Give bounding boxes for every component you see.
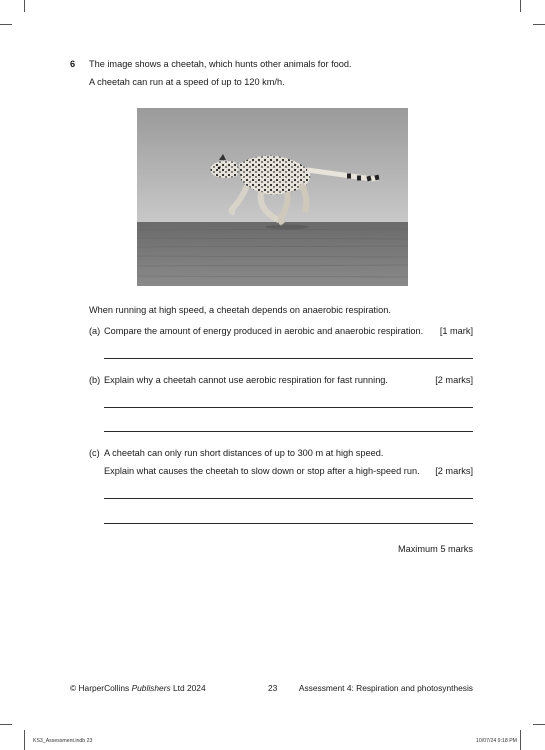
footer-copyright: [70, 682, 206, 694]
slug-file: KS3_Assessment.indb 23: [33, 738, 93, 744]
page-number: 23: [268, 683, 278, 693]
question-intro-line1: The image shows a cheetah, which hunts other animals for food.: [89, 59, 352, 69]
part-b-text: Explain why a cheetah cannot use aerobic respiration for fast running.: [104, 375, 388, 385]
crop-mark-top-right-h: [533, 24, 545, 25]
crop-mark-bottom-right-h: [533, 724, 545, 725]
crop-mark-bottom-right: [520, 730, 521, 750]
answer-line-a1[interactable]: [104, 358, 473, 359]
crop-mark-bottom-left-h: [0, 724, 12, 725]
part-a-label: (a): [89, 326, 101, 336]
crop-mark-top-left: [24, 0, 25, 12]
question-intro-line2: A cheetah can run at a speed of up to 120 km/h.: [89, 77, 285, 87]
part-a-marks: [1 mark]: [439, 326, 473, 336]
maximum-marks: Maximum 5 marks: [397, 544, 473, 554]
crop-mark-bottom-left: [24, 730, 25, 750]
part-c-text1: A cheetah can only run short distances of up to 300 m at high speed.: [104, 448, 384, 458]
answer-line-b1[interactable]: [104, 407, 473, 408]
question-context: When running at high speed, a cheetah depends on anaerobic respiration.: [89, 305, 391, 315]
cheetah-photo: [137, 108, 408, 286]
copyright-suffix: Ltd 2024: [170, 683, 206, 693]
crop-mark-top-left-h: [0, 24, 12, 25]
question-number: 6: [70, 59, 76, 69]
part-c-text2: Explain what causes the cheetah to slow down or stop after a high-speed run.: [104, 466, 420, 476]
crop-mark-top-right: [520, 0, 521, 12]
copyright-italic: Publishers: [131, 683, 171, 693]
answer-line-c2[interactable]: [104, 523, 473, 524]
footer-section: Assessment 4: Respiration and photosynthesis: [298, 683, 473, 693]
part-c-marks: [2 marks]: [435, 466, 473, 476]
part-b-marks: [2 marks]: [435, 375, 473, 385]
part-c-label: (c): [89, 448, 100, 458]
copyright-prefix: © HarperCollins: [70, 683, 132, 693]
part-a-text: Compare the amount of energy produced in aerobic and anaerobic respiration.: [104, 326, 424, 336]
answer-line-b2[interactable]: [104, 431, 473, 432]
slug-timestamp: 10/07/24 9:18 PM: [476, 738, 517, 744]
part-b-label: (b): [89, 375, 101, 385]
answer-line-c1[interactable]: [104, 498, 473, 499]
